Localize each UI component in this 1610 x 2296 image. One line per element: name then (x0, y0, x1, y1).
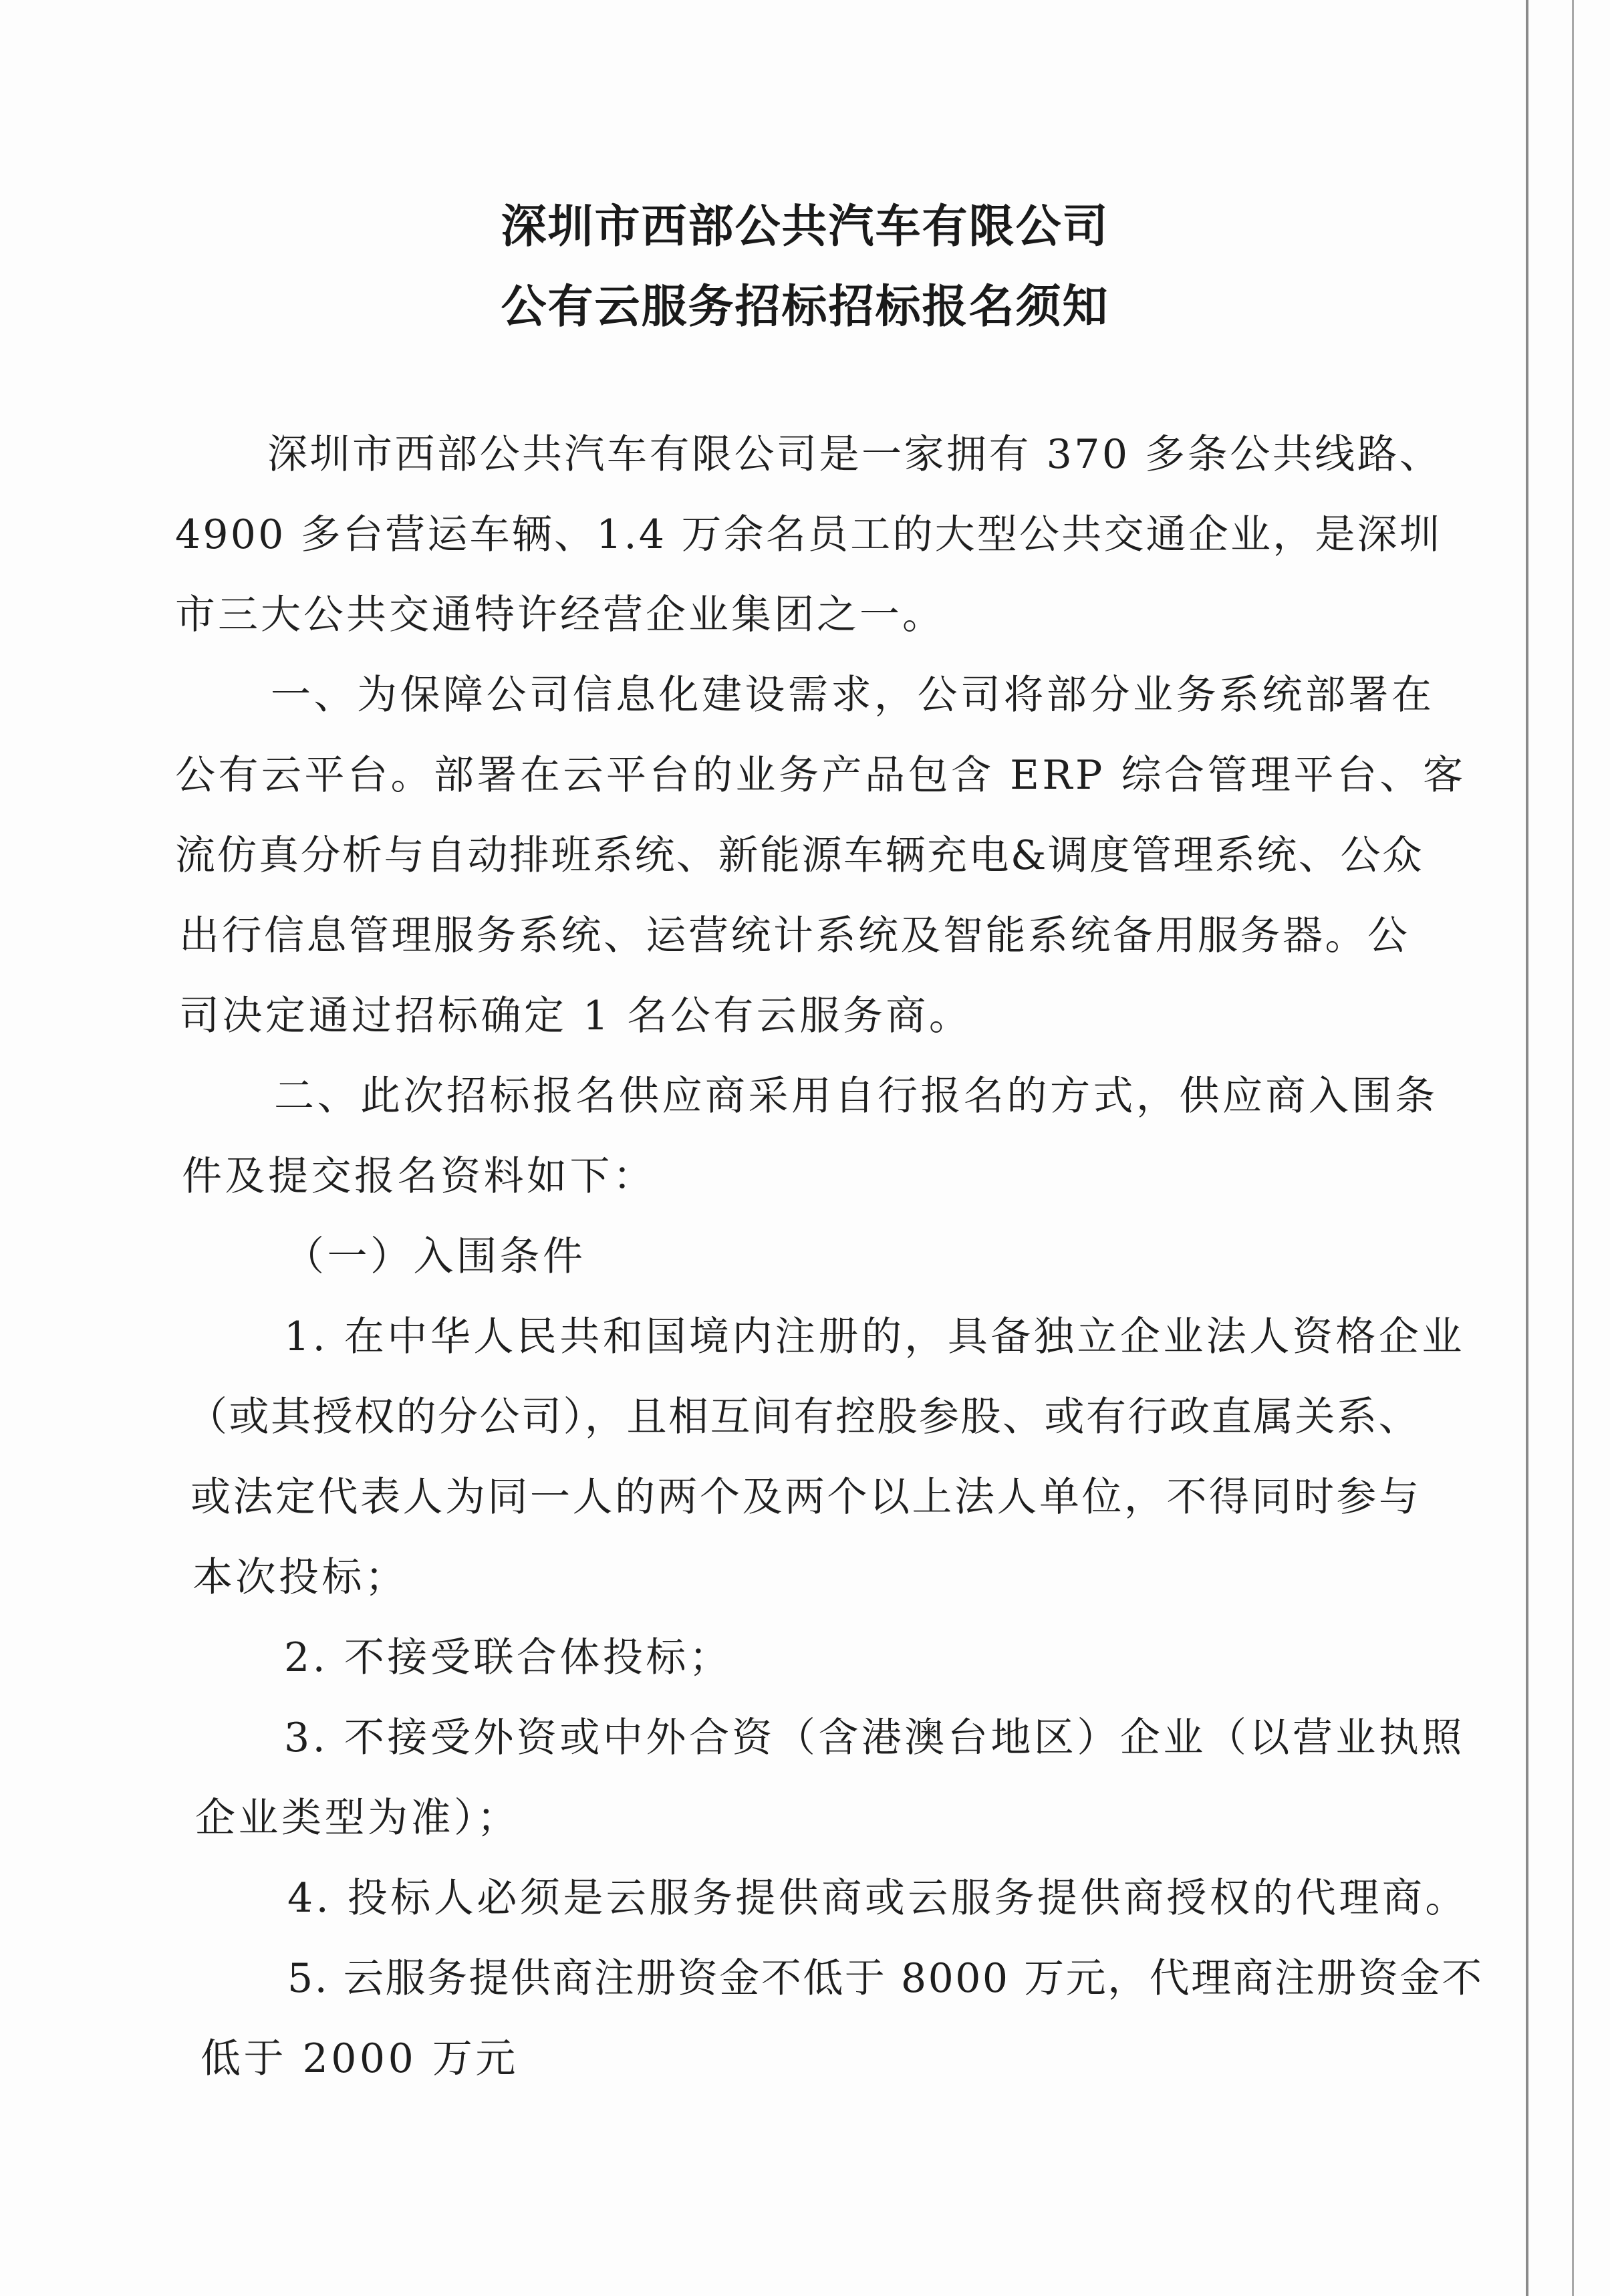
body-line: 出行信息管理服务系统、运营统计系统及智能系统备用服务器。公 (179, 912, 1410, 959)
body-line: 4900 多台营运车辆、1.4 万余名员工的大型公共交通企业，是深圳 (175, 511, 1442, 558)
body-line: 4. 投标人必须是云服务提供商或云服务提供商授权的代理商。 (287, 1875, 1468, 1922)
body-line: 市三大公共交通特许经营企业集团之一。 (175, 592, 945, 638)
body-line: 2. 不接受联合体投标； (284, 1634, 732, 1681)
body-line: 企业类型为准）； (195, 1795, 520, 1841)
body-line: 司决定通过招标确定 1 名公有云服务商。 (179, 993, 972, 1039)
body-line: 5. 云服务提供商注册资金不低于 8000 万元，代理商注册资金不 (287, 1955, 1484, 2002)
section-heading: （一）入围条件 (284, 1233, 586, 1280)
scan-edge-line (1526, 0, 1528, 2296)
document-title: 深圳市西部公共汽车有限公司 (501, 201, 1109, 253)
body-line: 件及提交报名资料如下： (182, 1153, 656, 1200)
body-line: 二、此次招标报名供应商采用自行报名的方式，供应商入围条 (274, 1073, 1438, 1120)
body-line: 3. 不接受外资或中外合资（含港澳台地区）企业（以营业执照 (284, 1714, 1465, 1761)
body-line: （或其授权的分公司），且相互间有控股参股、或有行政直属关系、 (187, 1394, 1420, 1440)
body-line: 深圳市西部公共汽车有限公司是一家拥有 370 多条公共线路、 (267, 431, 1442, 478)
body-line: 低于 2000 万元 (200, 2035, 519, 2082)
body-line: 流仿真分析与自动排班系统、新能源车辆充电&调度管理系统、公众 (175, 832, 1424, 879)
body-line: 本次投标； (192, 1554, 408, 1601)
body-line: 1. 在中华人民共和国境内注册的，具备独立企业法人资格企业 (284, 1313, 1465, 1360)
document-subtitle: 公有云服务招标招标报名须知 (501, 281, 1109, 334)
body-line: 或法定代表人为同一人的两个及两个以上法人单位，不得同时参与 (190, 1474, 1422, 1521)
body-line: 公有云平台。部署在云平台的业务产品包含 ERP 综合管理平台、客 (175, 752, 1466, 799)
scan-edge-line (1572, 0, 1574, 2296)
body-line: 一、为保障公司信息化建设需求，公司将部分业务系统部署在 (271, 672, 1435, 719)
